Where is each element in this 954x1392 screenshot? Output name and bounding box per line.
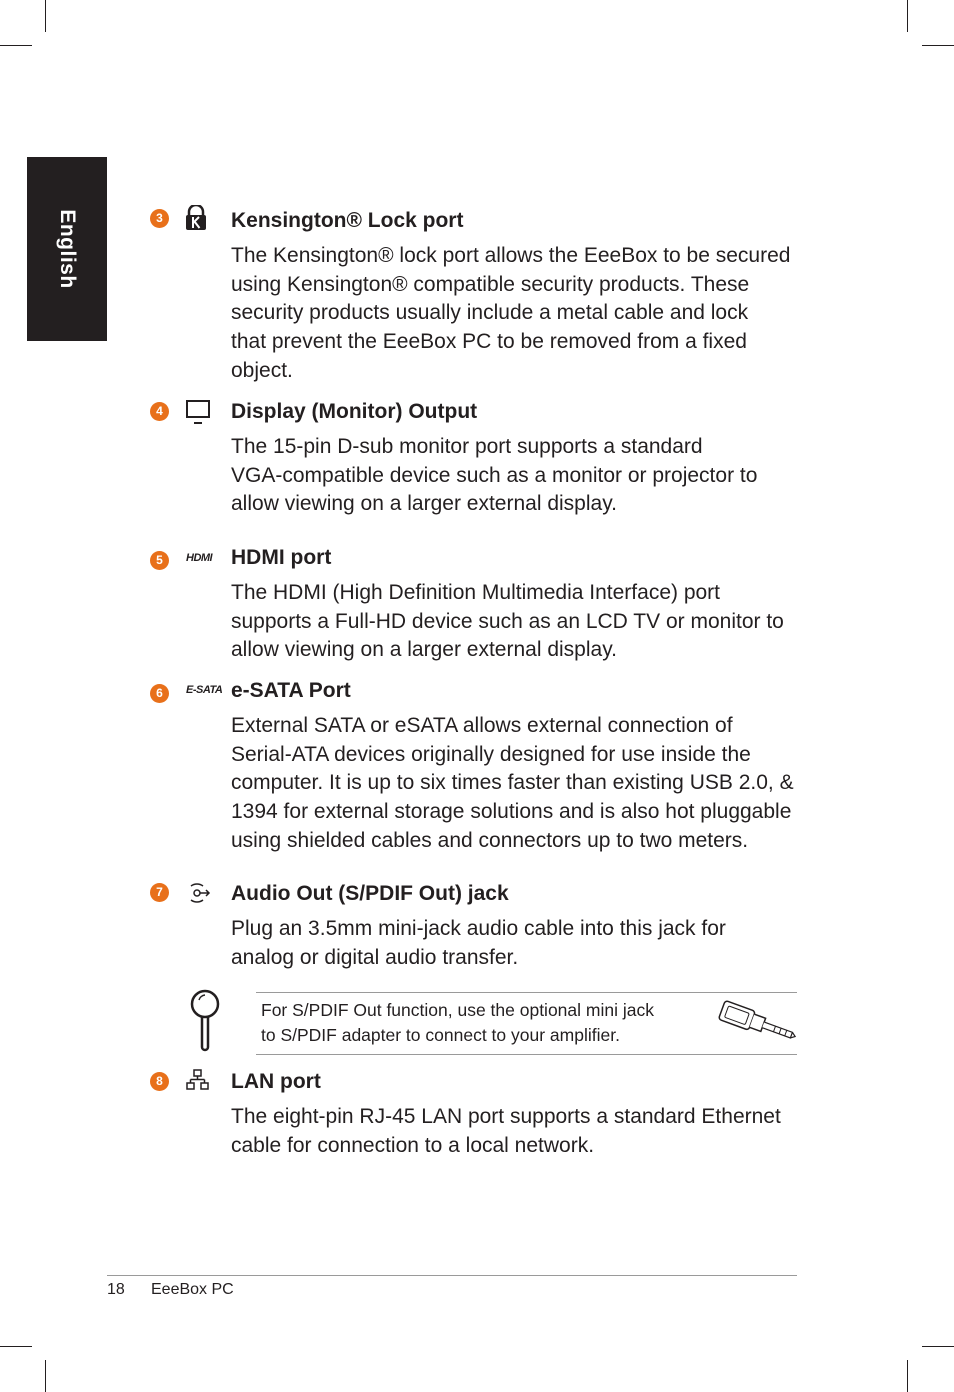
section-number-badge: 8 [150, 1072, 169, 1091]
hdmi-icon: HDMI [186, 552, 213, 564]
crop-mark [0, 45, 32, 46]
crop-mark [907, 1360, 908, 1392]
magnifier-note-icon [190, 988, 222, 1057]
section-body [231, 242, 801, 386]
section-body [231, 579, 801, 665]
crop-mark [922, 45, 954, 46]
audio-out-icon [184, 881, 212, 910]
section-title: Kensington® Lock port [231, 209, 464, 232]
page-number: 18 [107, 1281, 125, 1298]
body-line: cable for connection to a local network. [231, 1133, 595, 1157]
body-line: VGA-compatible device such as a monitor or projector to [231, 463, 758, 487]
section-body [231, 1103, 801, 1160]
language-tab-label: English [56, 209, 79, 289]
section-title: e-SATA Port [231, 679, 351, 702]
crop-mark [0, 1346, 32, 1347]
note-text [261, 998, 654, 1048]
section-title: HDMI port [231, 546, 332, 569]
note-line: For S/PDIF Out function, use the optional mini jack [261, 1000, 654, 1020]
note-top-rule [256, 992, 797, 993]
crop-mark [907, 0, 908, 32]
body-line: allow viewing on a larger external display. [231, 492, 617, 516]
section-title: LAN port [231, 1070, 321, 1093]
crop-mark [922, 1346, 954, 1347]
section-title: Audio Out (S/PDIF Out) jack [231, 882, 509, 905]
section-number-badge: 3 [150, 209, 169, 228]
section-title: Display (Monitor) Output [231, 400, 478, 423]
section-body [231, 433, 801, 519]
body-line: 1394 for external storage solutions and is also hot pluggable [231, 800, 792, 824]
kensington-lock-icon [184, 205, 208, 236]
section-number-badge: 7 [150, 883, 169, 902]
body-line: using shielded cables and connectors up to two meters. [231, 828, 749, 852]
body-line: using Kensington® compatible security products. These [231, 272, 750, 296]
body-line: that prevent the EeeBox PC to be removed from a fixed [231, 330, 747, 354]
spdif-adapter-icon [715, 996, 799, 1057]
section-body [231, 712, 801, 856]
body-line: security products usually include a metal cable and lock [231, 301, 749, 325]
section-body [231, 915, 801, 972]
footer-product-name: EeeBox PC [151, 1281, 234, 1298]
body-line: The eight-pin RJ-45 LAN port supports a standard Ethernet [231, 1105, 781, 1128]
body-line: The 15-pin D-sub monitor port supports a standard [231, 435, 703, 458]
body-line: supports a Full-HD device such as an LCD TV or monitor to [231, 609, 784, 633]
note-line: to S/PDIF adapter to connect to your amplifier. [261, 1025, 620, 1045]
body-line: computer. It is up to six times faster than existing USB 2.0, & [231, 771, 794, 795]
footer-rule [107, 1275, 797, 1276]
language-tab [27, 157, 107, 341]
body-line: Serial-ATA devices originally designed for use inside the [231, 742, 751, 766]
body-line: object. [231, 358, 293, 382]
section-number-badge: 5 [150, 551, 169, 570]
body-line: The Kensington® lock port allows the EeeBox to be secured [231, 244, 791, 267]
body-line: External SATA or eSATA allows external connection of [231, 714, 733, 737]
section-number-badge: 4 [150, 402, 169, 421]
body-line: analog or digital audio transfer. [231, 945, 519, 969]
body-line: Plug an 3.5mm mini-jack audio cable into this jack for [231, 917, 726, 940]
esata-icon: E-SATA [186, 684, 223, 696]
crop-mark [45, 1360, 46, 1392]
lan-icon [184, 1069, 212, 1096]
section-number-badge: 6 [150, 684, 169, 703]
body-line: The HDMI (High Definition Multimedia Interface) port [231, 581, 721, 604]
body-line: allow viewing on a larger external display. [231, 638, 617, 662]
monitor-icon [184, 399, 212, 430]
crop-mark [45, 0, 46, 32]
